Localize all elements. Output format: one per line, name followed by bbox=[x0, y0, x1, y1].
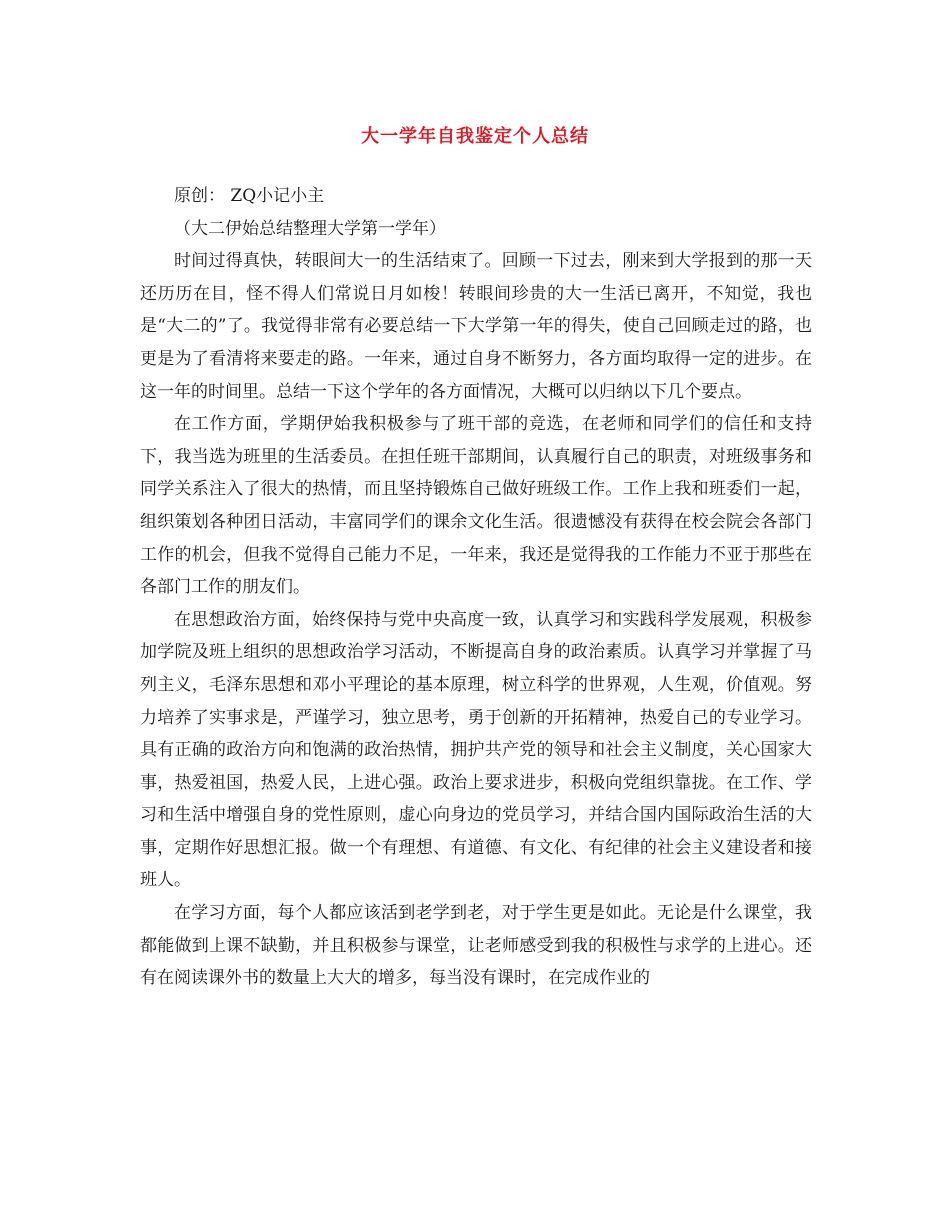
subtitle-line: （大二伊始总结整理大学第一学年） bbox=[174, 218, 446, 239]
paragraph-intro: 时间过得真快，转眼间大一的生活结束了。回顾一下过去，刚来到大学报到的那一天还历历在目，怪不得人们常说日月如梭！转眼间珍贵的大一生活已离开，不知觉，我也是“大二的”了。我觉得非常有必要总结一下大学第一年的得失，使自己回顾走过的路，也更是为了看清将来要走的路。一年来，通过自身不断努力，各方面均取得一定的进步。在这一年的时间里。总结一下这个学年的各方面情况，大概可以归纳以下几个要点。 bbox=[140, 251, 812, 402]
document-title: 大一学年自我鉴定个人总结 bbox=[361, 126, 589, 147]
author-line: 原创： ZQ小记小主 bbox=[174, 186, 325, 206]
paragraph-politics: 在思想政治方面，始终保持与党中央高度一致，认真学习和实践科学发展观，积极参加学院及班上组织的思想政治学习活动，不断提高自身的政治素质。认真学习并掌握了马列主义，毛泽东思想和邓小平理论的基本原理，树立科学的世界观，人生观，价值观。努力培养了实事求是，严谨学习，独立思考，勇于创新的开拓精神，热爱自己的专业学习。具有正确的政治方向和饱满的政治热情，拥护共产党的领导和社会主义制度，关心国家大事，热爱祖国，热爱人民，上进心强。政治上要求进步，积极向党组织靠拢。在工作、学习和生活中增强自身的党性原则，虚心向身边的党员学习，并结合国内国际政治生活的大事，定期作好思想汇报。做一个有理想、有道德、有文化、有纪律的社会主义建设者和接班人。 bbox=[140, 609, 812, 891]
paragraph-work: 在工作方面，学期伊始我积极参与了班干部的竞选，在老师和同学们的信任和支持下，我当选为班里的生活委员。在担任班干部期间，认真履行自己的职责，对班级事务和同学关系注入了很大的热情，而且坚持锻炼自己做好班级工作。工作上我和班委们一起，组织策划各种团日活动，丰富同学们的课余文化生活。很遗憾没有获得在校会院会各部门工作的机会，但我不觉得自己能力不足，一年来，我还是觉得我的工作能力不亚于那些在各部门工作的朋友们。 bbox=[140, 414, 812, 598]
paragraph-study: 在学习方面，每个人都应该活到老学到老，对于学生更是如此。无论是什么课堂，我都能做到上课不缺勤，并且积极参与课堂，让老师感受到我的积极性与求学的上进心。还有在阅读课外书的数量上大大的增多，每当没有课时，在完成作业的 bbox=[140, 903, 812, 989]
document-body bbox=[140, 180, 812, 995]
